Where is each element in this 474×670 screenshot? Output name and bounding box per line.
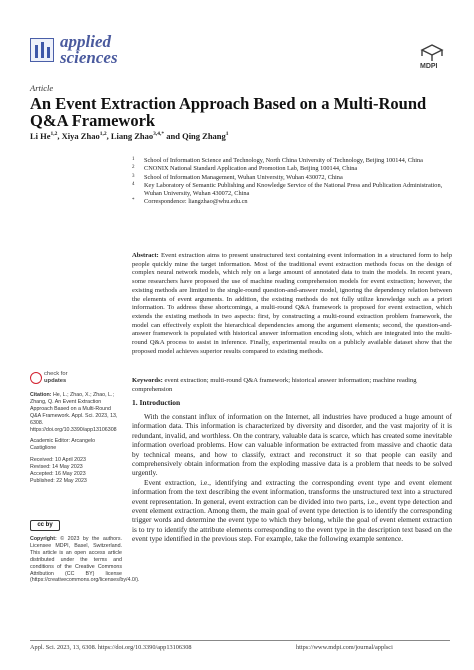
journal-name-line1: applied <box>60 32 111 51</box>
paragraph: With the constant influx of information on the Internet, all industries have produced a huge amount of information data. This information is characterized by diversity and disorder, and the vast majority of it is redundant, invalid, and worthless. On the contrary, valuable data is scarce, which has created some inevitable information overload problems. How can valuable information be extracted from massive and chaotic data by technical means, and how to classify, extract and reconstruct it so that people can easily and comprehensively obtain information from the exploding massive data is a problem that needs to be solved urgently. <box>132 412 452 478</box>
keywords-label: Keywords: <box>132 377 163 384</box>
cc-by-license-icon[interactable]: cc by <box>30 520 60 531</box>
accepted-date: Accepted: 16 May 2023 <box>30 471 86 478</box>
journal-logo-icon <box>30 38 54 62</box>
affiliation-mark: 4 <box>132 181 135 187</box>
keywords-text: event extraction; multi-round Q&A framework; historical answer information; machine reading comprehension <box>132 377 417 393</box>
affiliation-item <box>132 182 452 199</box>
footer-citation[interactable]: Appl. Sci. 2023, 13, 6308. https://doi.org/10.3390/app13106308 <box>30 644 192 651</box>
affiliation-mark: * <box>132 198 135 204</box>
affiliation-mark: 1 <box>132 157 135 162</box>
check-for-updates-icon[interactable] <box>30 372 42 384</box>
affiliation-item <box>132 157 452 165</box>
copyright-text: © 2023 by the authors. Licensee MDPI, Basel, Switzerland. This article is an open access article distributed under the terms and conditions of the Creative Commons Attribution (CC BY) license (https://creativecommons.org/licenses/by/4.0/). <box>30 536 140 584</box>
abstract-text: Event extraction aims to present unstructured text containing event information in a structured form to help people quickly mine the target information. Most of the traditional event extraction methods focus on the design of complex neural network models, which rely on a large amount of annotated data to train the models. In recent years, some researchers have proposed the use of machine reading comprehension models for event extraction; however, the existing methods are limited to the single-round question-and-answer model, ignoring the dependency relation between the elements of event arguments. In addition, the existing methods do not fully utilize knowledge such as a priori information. To address these shortcomings, a multi-round Q&A framework is proposed for event extraction, which extends the existing methods in two aspects: first, by constructing a multi-round extraction problem framework, the model can effectively exploit the hierarchical dependencies among the argument elements; second, the question-and-answer framework is populated with historical answer information encoding slots, which are integrated into the multi-round Q&A process to assist in inference. Finally, experimental results on a publicly available dataset show that the proposed model achieves superior results compared to existing methods. <box>132 252 452 355</box>
article-info-sidebar <box>30 392 122 485</box>
correspondence-email[interactable]: Correspondence: liangzhao@whu.edu.cn <box>144 198 248 206</box>
affiliation-item <box>132 165 452 173</box>
affiliation-text: Key Laboratory of Semantic Publishing and Knowledge Service of the National Press and Publication Administration, Wuhan University, Wuhan 430072, China <box>144 181 443 198</box>
academic-editor: Academic Editor: Arcangelo Castiglione <box>30 438 96 452</box>
footer-journal-url[interactable]: https://www.mdpi.com/journal/applsci <box>296 644 393 651</box>
affiliation-item <box>132 198 452 206</box>
affiliation-mark: 2 <box>132 165 135 171</box>
affiliation-mark: 3 <box>132 173 135 179</box>
article-type: Article <box>30 83 54 93</box>
affiliation-item <box>132 174 452 182</box>
check-for-updates-line1: check for <box>44 371 68 377</box>
affiliation-list <box>132 157 452 207</box>
introduction-body <box>132 412 452 544</box>
received-date: Received: 10 April 2023 <box>30 457 86 464</box>
citation-text: He, L.; Zhao, X.; Zhao, L.; Zhang, Q. An Event Extraction Approach Based on a Multi-Round Q&A Framework. Appl. Sci. 2023, 13, 6308. https://doi.org/10.3390/app13106308 <box>30 392 118 433</box>
publisher-name: MDPI <box>420 63 438 70</box>
citation <box>30 392 122 433</box>
author-affiliation-mark: 1,2 <box>99 131 107 138</box>
author-name: Liang Zhao <box>110 131 154 141</box>
author-affiliation-mark: 1,2 <box>50 131 58 138</box>
author-name: Xiya Zhao <box>61 131 100 141</box>
paper-title: An Event Extraction Approach Based on a Multi-Round Q&A Framework <box>30 94 427 130</box>
published-date: Published: 22 May 2023 <box>30 477 87 484</box>
section-heading-introduction: 1. Introduction <box>132 398 181 407</box>
check-for-updates-button[interactable] <box>44 371 68 384</box>
abstract-label: Abstract: <box>132 252 159 259</box>
author-affiliation-mark: 1 <box>225 131 229 138</box>
paragraph: Event extraction, i.e., identifying and extracting the corresponding event type and event element information from the text describing the event information, transforms the unstructured text into a structured event representation. In general, event extraction can be divided into two parts, i.e., event type detection and event element extraction. Among them, the main goal of event type detection is to identify the corresponding trigger words and determine the event type to which they belong, while the goal of event element extraction is to try to identify the attribute elements corresponding to the event type in the description text based on the event type identified in the previous step. For example, take the following example sentence. <box>132 477 452 544</box>
revised-date: Revised: 14 May 2023 <box>30 464 83 471</box>
footer-divider <box>30 640 450 641</box>
keywords <box>132 377 452 394</box>
journal-name <box>60 34 118 66</box>
abstract <box>132 252 452 356</box>
copyright-notice <box>30 536 140 584</box>
affiliation-text: CNONIX National Standard Application and Promotion Lab, Beijing 100144, China <box>144 165 358 173</box>
author-affiliation-mark: 3,4,* <box>153 131 165 138</box>
mdpi-logo-icon <box>418 44 446 62</box>
author-name: Li He <box>30 131 51 141</box>
affiliation-text: School of Information Management, Wuhan University, Wuhan 430072, China <box>144 173 343 181</box>
affiliation-text: School of Information Science and Technology, North China University of Technology, Beijing 100144, China <box>144 157 423 164</box>
citation-label: Citation: <box>30 392 52 398</box>
check-for-updates-line2: updates <box>44 377 67 384</box>
journal-name-line2: sciences <box>60 48 118 67</box>
author-name: Qing Zhang <box>182 131 226 141</box>
copyright-label: Copyright: <box>30 536 57 542</box>
author-list: Li He$^{1,2}$, Xiya Zhao$^{1,2}$, Liang Zhao$^{3,4,*}$ and Qing Zhang$^1$ <box>30 131 229 141</box>
